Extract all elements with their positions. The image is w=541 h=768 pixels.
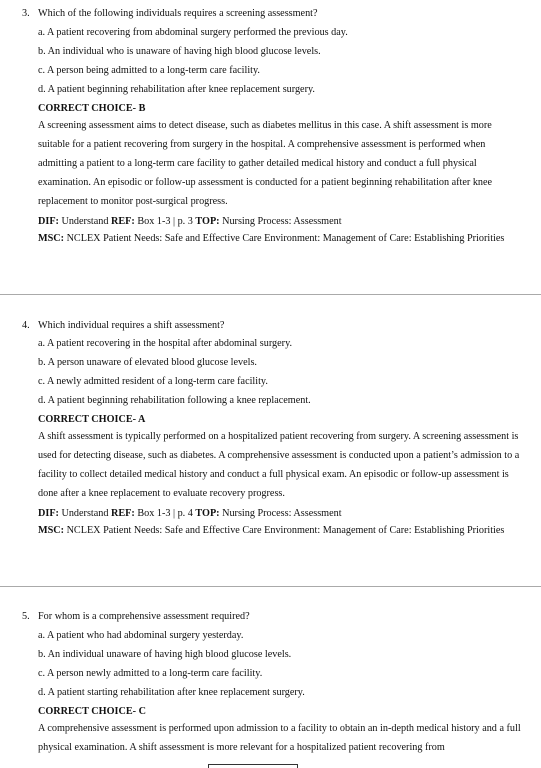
- option-b: b. An individual who is unaware of having high blood glucose levels.: [38, 46, 321, 57]
- question-stem: 3. Which of the following individuals requires a screening assessment?: [22, 8, 318, 19]
- option-c: c. A person being admitted to a long-term care facility.: [38, 65, 260, 76]
- question-stem: 4. Which individual requires a shift assessment?: [22, 320, 225, 331]
- option-c: c. A person newly admitted to a long-term care facility.: [38, 668, 263, 679]
- metadata-line: DIF: Understand REF: Box 1-3 | p. 3 TOP: Nursing Process: Assessment: [38, 216, 342, 227]
- question-stem: 5. For whom is a comprehensive assessment required?: [22, 611, 250, 622]
- question-number: 3.: [22, 8, 30, 19]
- option-a: a. A patient recovering in the hospital after abdominal surgery.: [38, 338, 293, 349]
- metadata-line: DIF: Understand REF: Box 1-3 | p. 4 TOP: Nursing Process: Assessment: [38, 508, 342, 519]
- divider: [0, 294, 541, 295]
- msc-line: MSC: NCLEX Patient Needs: Safe and Effective Care Environment: Management of Care: Establishing Priorities: [38, 525, 505, 536]
- correct-choice: CORRECT CHOICE- A: [38, 414, 146, 425]
- correct-choice: CORRECT CHOICE- C: [38, 706, 146, 717]
- rationale: A screening assessment aims to detect disease, such as diabetes mellitus in this case. A shift assessment is more suitable for a patient recovering from surgery in the hospital. A comprehensive assessment is performed when admitting a patient to a long-term care facility to gather detailed medical history and conduct a full physical examination. An episodic or follow-up assessment is conducted for a patient beginning rehabilitation after knee replacement to monitor post-surgical progress.: [38, 120, 493, 207]
- rationale: A comprehensive assessment is performed upon admission to a facility to obtain an in-depth medical history and a full physical examination. A shift assessment is more relevant for a hospitalized patient recovering from: [38, 723, 521, 753]
- option-a: a. A patient recovering from abdominal surgery performed the previous day.: [38, 27, 348, 38]
- option-a: a. A patient who had abdominal surgery yesterday.: [38, 630, 244, 641]
- correct-choice: CORRECT CHOICE- B: [38, 103, 146, 114]
- rationale: A shift assessment is typically performed on a hospitalized patient recovering from surgery. A screening assessment is used for detecting disease, such as diabetes. A comprehensive assessment is conducted upon a patient’s admission to a facility to collect detailed medical history and conduct a full physical exam. An episodic or follow-up assessment is done after a knee replacement to evaluate recovery progress.: [38, 431, 520, 499]
- option-b: b. A person unaware of elevated blood glucose levels.: [38, 357, 257, 368]
- page-edge-box: [208, 764, 298, 768]
- option-d: d. A patient beginning rehabilitation following a knee replacement.: [38, 395, 311, 406]
- msc-line: MSC: NCLEX Patient Needs: Safe and Effective Care Environment: Management of Care: Establishing Priorities: [38, 233, 505, 244]
- divider: [0, 586, 541, 587]
- option-d: d. A patient starting rehabilitation after knee replacement surgery.: [38, 687, 305, 698]
- option-d: d. A patient beginning rehabilitation after knee replacement surgery.: [38, 84, 315, 95]
- option-b: b. An individual unaware of having high blood glucose levels.: [38, 649, 292, 660]
- question-number: 4.: [22, 320, 30, 331]
- option-c: c. A newly admitted resident of a long-term care facility.: [38, 376, 268, 387]
- question-number: 5.: [22, 611, 30, 622]
